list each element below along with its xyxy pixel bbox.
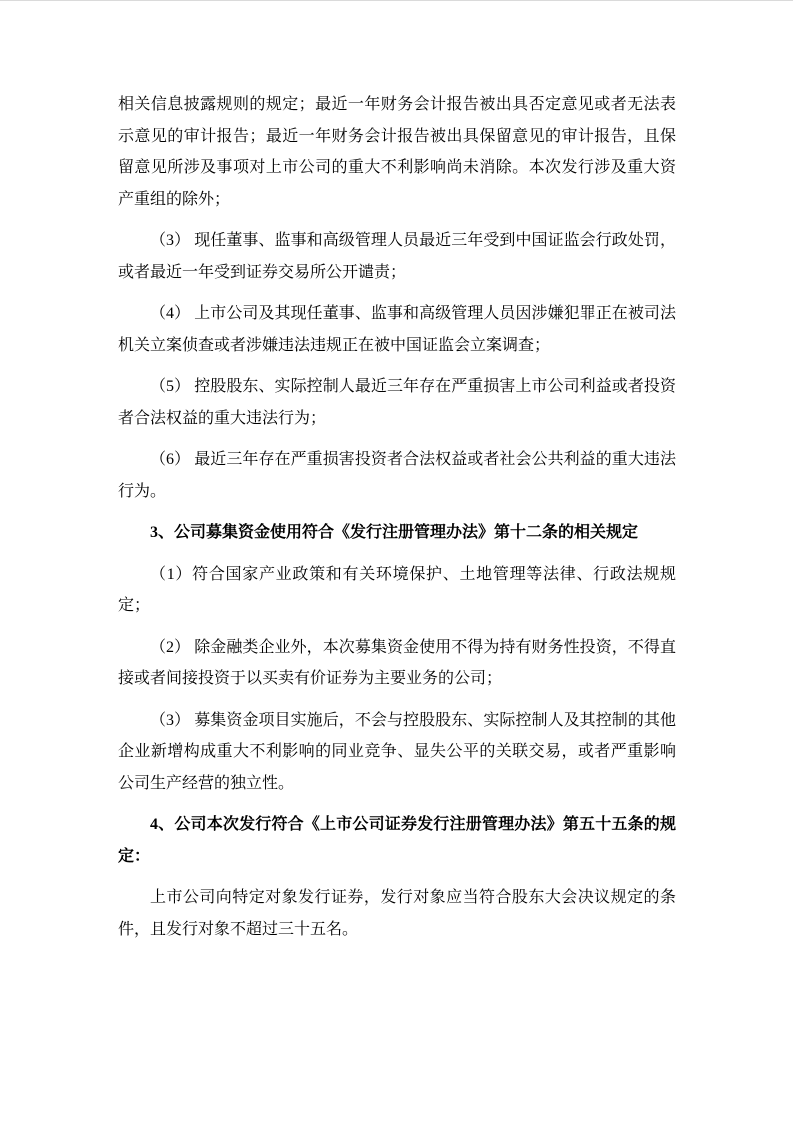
list-item-4: （4） 上市公司及其现任董事、监事和高级管理人员因涉嫌犯罪正在被司法机关立案侦查或者涉嫌违法违规正在被中国证监会立案调查； bbox=[118, 305, 676, 354]
list-item-6: （6） 最近三年存在严重损害投资者合法权益或者社会公共利益的重大违法行为。 bbox=[118, 451, 676, 500]
list-item-5: （5） 控股股东、实际控制人最近三年存在严重损害上市公司利益或者投资者合法权益的重大违法行为； bbox=[118, 378, 676, 427]
section-heading-3: 3、公司募集资金使用符合《发行注册管理办法》第十二条的相关规定 bbox=[150, 524, 639, 541]
list-item-2: （2） 除金融类企业外，本次募集资金使用不得为持有财务性投资，不得直接或者间接投资于以买卖有价证券为主要业务的公司； bbox=[118, 638, 676, 687]
paragraph-closing: 上市公司向特定对象发行证券，发行对象应当符合股东大会决议规定的条件，且发行对象不超过三十五名。 bbox=[118, 889, 676, 938]
paragraph-continuation: 相关信息披露规则的规定；最近一年财务会计报告被出具否定意见或者无法表示意见的审计报告；最近一年财务会计报告被出具保留意见的审计报告，且保留意见所涉及事项对上市公司的重大不利影响尚未消除。本次发行涉及重大资产重组的除外； bbox=[118, 96, 676, 208]
section-heading-4: 4、公司本次发行符合《上市公司证券发行注册管理办法》第五十五条的规定： bbox=[118, 816, 676, 865]
list-item-3: （3） 现任董事、监事和高级管理人员最近三年受到中国证监会行政处罚，或者最近一年受到证券交易所公开谴责； bbox=[118, 232, 676, 281]
list-item-3b: （3） 募集资金项目实施后，不会与控股股东、实际控制人及其控制的其他企业新增构成重大不利影响的同业竞争、显失公平的关联交易，或者严重影响公司生产经营的独立性。 bbox=[118, 711, 676, 792]
list-item-1: （1）符合国家产业政策和有关环境保护、土地管理等法律、行政法规规定； bbox=[118, 565, 676, 614]
